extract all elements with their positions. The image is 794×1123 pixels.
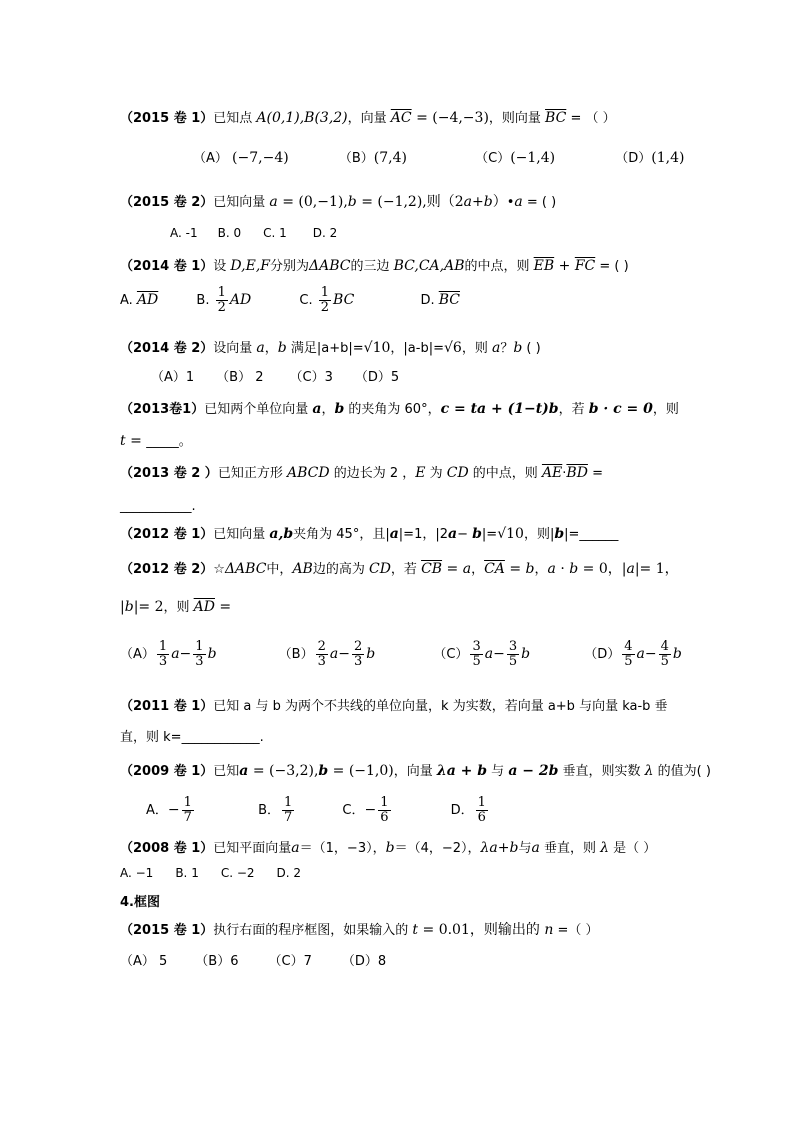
problem-2012-2: （2012 卷 2）☆ΔABC中，AB边的高为 CD，若 $\overline{CB} = a$，$\overline{CA} = b$，a · b = 0，|a|= 1， — [120, 561, 679, 577]
option-A: （A） (−7,−4) — [193, 150, 289, 166]
option-D: （D）(1,4) — [615, 150, 685, 166]
problem-2014-1: （2014 卷 1）设 D,E,F分别为ΔABC的三边 BC,CA,AB的中点，则 $\overline{EB} + \overline{FC}$ = ( ) — [120, 258, 629, 274]
problem-2015-2: （2015 卷 2）已知向量 a = (0,−1),b = (−1,2),则（2a+b）•a = ( ) — [120, 194, 557, 210]
option-C: C. 1 — [263, 226, 287, 240]
options-2015-2 — [170, 227, 337, 239]
problem-tag: （2015 卷 1） — [120, 111, 214, 126]
option-C: C．− $\frac{1}{6}$ — [342, 795, 389, 825]
options-2009-1 — [146, 796, 490, 830]
option-D: D. $\overline{BC}$ — [420, 291, 460, 308]
answer-blank: ___________ — [120, 499, 192, 514]
problem-2015-1-flowchart: （2015 卷 1）执行右面的程序框图，如果输入的 t = 0.01，则输出的 n =（ ） — [120, 922, 599, 938]
option-B: （B）(7,4) — [338, 150, 407, 166]
option-B: （B） $\frac{2}{3}$ a− $\frac{2}{3}$ b — [278, 639, 376, 669]
option-B: B. 0 — [217, 226, 242, 240]
option-B: （B）6 — [195, 954, 239, 969]
problem-2011-1: （2011 卷 1）已知 a 与 b 为两个不共线的单位向量，k 为实数，若向量 a+b 与向量 ka-b 垂 — [120, 699, 668, 714]
option-C: （C） $\frac{3}{5}$ a− $\frac{3}{5}$ b — [433, 639, 531, 669]
problem-2013-2: （2013 卷 2 ）已知正方形 ABCD 的边长为 2 ，E 为 CD 的中点，则 $\overline{AE}\cdot\overline{BD}$ = — [120, 465, 603, 481]
problem-2008-1: （2008 卷 1）已知平面向量a＝（1，−3），b＝（4，−2），λa+b与a 垂直，则 λ 是（ ） — [120, 840, 657, 856]
option-D: （D）8 — [341, 954, 387, 969]
option-A: （A） $\frac{1}{3}$ a− $\frac{1}{3}$ b — [120, 639, 217, 669]
problem-2014-2: （2014 卷 2）设向量 a，b 满足|a+b|=√10，|a-b|=√6，则 a？b ( ) — [120, 340, 541, 356]
option-B: B． $\frac{1}{7}$ — [258, 795, 293, 825]
option-D: D. 2 — [276, 866, 302, 880]
option-D: （D） $\frac{4}{5}$ a− $\frac{4}{5}$ b — [584, 639, 682, 669]
option-A: A．− $\frac{1}{7}$ — [146, 795, 192, 825]
problem-2013-2-blank: ___________. — [120, 499, 196, 514]
vector-BC: $\overline{BC}$ — [545, 110, 567, 126]
options-2008-1 — [120, 867, 301, 879]
problem-2013-1-blank: t = _____。 — [120, 433, 192, 449]
answer-blank: ____________ — [181, 730, 260, 745]
option-A: A. −1 — [120, 866, 154, 880]
option-A: A. $\overline{AD}$ — [120, 291, 159, 308]
options-2012-2 — [120, 640, 682, 674]
option-D: D． $\frac{1}{6}$ — [450, 795, 486, 825]
section-heading: 4.框图 — [120, 895, 160, 910]
option-C: C. −2 — [220, 866, 255, 880]
option-B: B. $\frac{1}{2}$ AD — [196, 285, 252, 315]
options-2014-2 — [151, 371, 399, 384]
problem-2012-2-line2: |b|= 2，则 $\overline{AD}$ = — [120, 599, 232, 615]
option-C: （C）7 — [268, 954, 312, 969]
option-C: （C）3 — [289, 370, 333, 385]
answer-blank: _____ — [146, 434, 179, 449]
problem-2012-1: （2012 卷 1）已知向量 a,b夹角为 45°，且|a|=1，|2a− b|=√10，则|b|=______ — [120, 526, 619, 542]
option-D: D. 2 — [312, 226, 338, 240]
options-2014-1 — [120, 286, 460, 318]
problem-2009-1: （2009 卷 1）已知a = (−3,2),b = (−1,0)，向量 λa + b 与 a − 2b 垂直，则实数 λ 的值为( ) — [120, 763, 711, 779]
vector-AC: $\overline{AC}$ — [390, 110, 412, 126]
problem-2013-1: （2013卷1）已知两个单位向量 a，b 的夹角为 60°，c = ta + (1−t)b，若 b · c = 0，则 — [120, 401, 679, 417]
problem-2015-1: （2015 卷 1）已知点 A(0,1),B(3,2)，向量 $\overline{AC} = (-4,-3)$，则向量 $\overline{BC}$ = （ ） — [120, 110, 616, 126]
option-B: （B） 2 — [216, 370, 264, 385]
option-B: B. 1 — [175, 866, 199, 880]
option-A: （A）1 — [151, 370, 195, 385]
options-2015-1 — [193, 151, 684, 165]
option-A: （A） 5 — [120, 954, 168, 969]
options-flowchart — [120, 955, 386, 968]
option-A: A. -1 — [170, 226, 198, 240]
option-C: C. $\frac{1}{2}$ BC — [299, 285, 355, 315]
problem-2011-1-line2: 直，则 k=____________. — [120, 730, 264, 745]
star-icon: ☆ — [213, 562, 225, 577]
option-D: （D）5 — [354, 370, 400, 385]
option-C: （C）(−1,4) — [475, 150, 556, 166]
